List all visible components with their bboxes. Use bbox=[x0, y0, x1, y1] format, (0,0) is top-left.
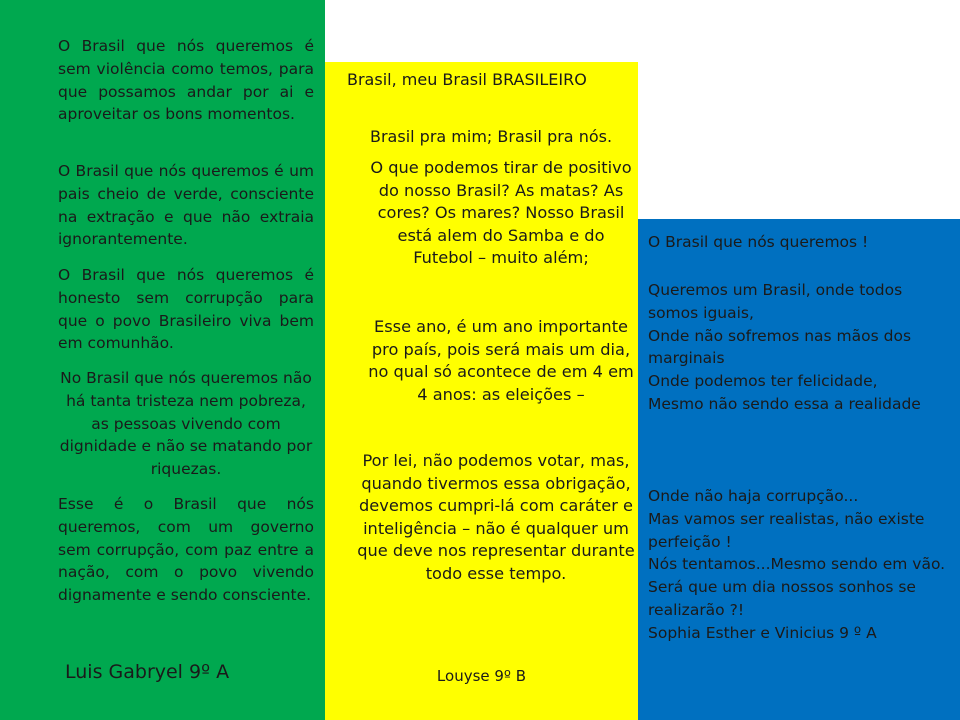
blue-heading: O Brasil que nós queremos ! bbox=[648, 233, 869, 251]
green-signature: Luis Gabryel 9º A bbox=[65, 661, 230, 683]
yellow-paragraph-3: Esse ano, é um ano importante pro país, pois será mais um dia, no qual só acontece de em 4 em 4 anos: as eleições – bbox=[368, 317, 634, 404]
blue-line: Onde não sofremos nas mãos dos marginais bbox=[648, 326, 912, 368]
green-paragraph-4: No Brasil que nós queremos não há tanta tristeza nem pobreza, as pessoas vivendo com dignidade e não se matando por riquezas. bbox=[59, 369, 313, 479]
yellow-paragraph-1: Brasil pra mim; Brasil pra nós. bbox=[370, 127, 613, 146]
blue-line: Nós tentamos...Mesmo sendo em vão. bbox=[648, 555, 946, 574]
green-paragraph-2: O Brasil que nós queremos é um pais cheio de verde, consciente na extração e que não extraia ignorantemente. bbox=[58, 162, 314, 249]
blue-line: Queremos um Brasil, onde todos somos iguais, bbox=[648, 281, 903, 322]
blue-stanza-2 bbox=[648, 485, 953, 645]
blue-line: Será que um dia nossos sonhos se realizarão ?! bbox=[648, 578, 916, 619]
blue-stanza-1 bbox=[648, 279, 953, 416]
yellow-paragraph-4: Por lei, não podemos votar, mas, quando tivermos essa obrigação, devemos cumpri-lá com caráter e inteligência – não é qualquer um que deve nos representar durante todo esse tempo. bbox=[357, 451, 635, 583]
blue-line: Mesmo não sendo essa a realidade bbox=[648, 394, 921, 413]
yellow-title: Brasil, meu Brasil BRASILEIRO bbox=[347, 70, 587, 89]
blue-line: Mas vamos ser realistas, não existe perfeição ! bbox=[648, 509, 925, 551]
green-paragraph-5: Esse é o Brasil que nós queremos, com um governo sem corrupção, com paz entre a nação, com o povo vivendo dignamente e sendo consciente. bbox=[58, 495, 314, 605]
blue-signature: Sophia Esther e Vinicius 9 º A bbox=[648, 623, 877, 642]
green-paragraph-1: O Brasil que nós queremos é sem violência como temos, para que possamos andar por ai e aproveitar os bons momentos. bbox=[58, 37, 314, 124]
yellow-paragraph-2: O que podemos tirar de positivo do nosso Brasil? As matas? As cores? Os mares? Nosso Brasil está alem do Samba e do Futebol – muito além; bbox=[370, 158, 632, 268]
blue-line: Onde não haja corrupção... bbox=[648, 487, 859, 505]
yellow-signature: Louyse 9º B bbox=[436, 667, 527, 685]
blue-line: Onde podemos ter felicidade, bbox=[648, 372, 878, 391]
green-paragraph-3: O Brasil que nós queremos é honesto sem corrupção para que o povo Brasileiro viva bem em comunhão. bbox=[58, 266, 314, 353]
